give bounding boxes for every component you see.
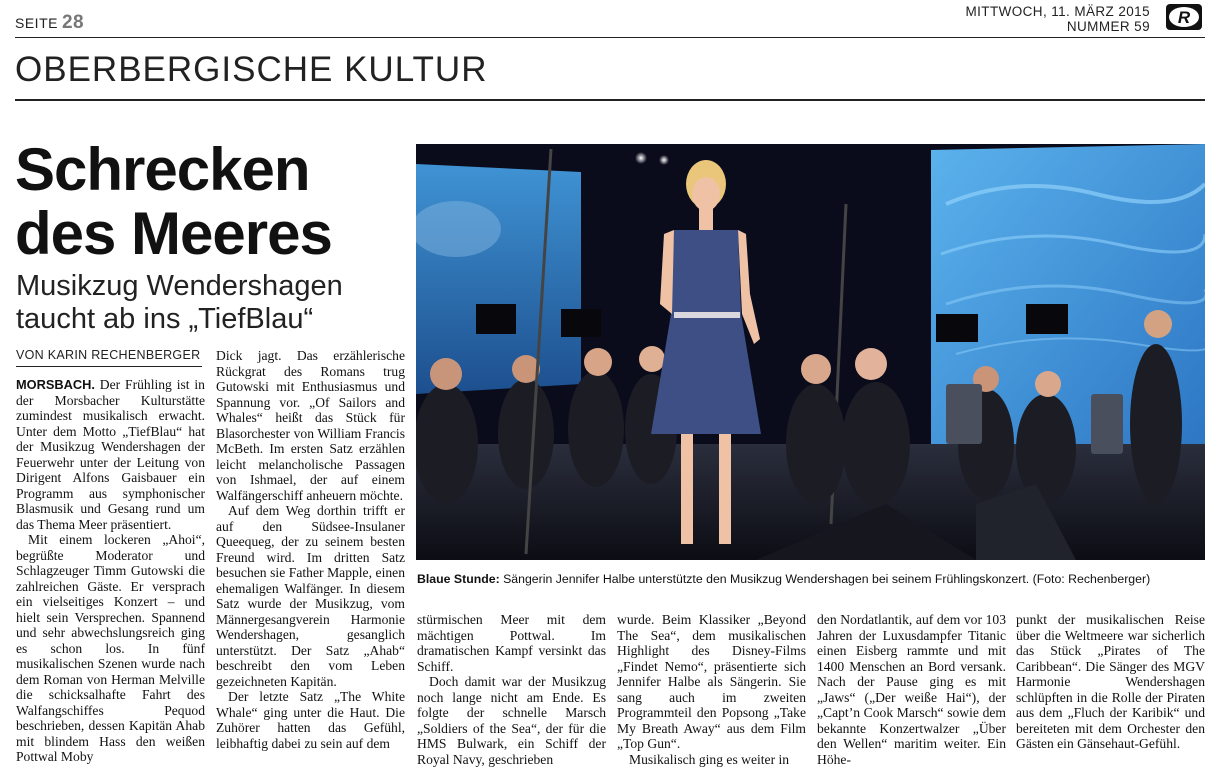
article-subheadline bbox=[16, 270, 406, 336]
section-title: OBERBERGISCHE KULTUR bbox=[15, 50, 488, 89]
article-column-3 bbox=[417, 612, 606, 772]
stage-light bbox=[659, 155, 669, 165]
header-rule bbox=[15, 37, 1205, 38]
article-headline bbox=[15, 138, 405, 266]
dateline: MORSBACH. bbox=[16, 377, 95, 392]
paragraph: Dick jagt. Das erzählerische Rückgrat des Romans trug Gutowski mit Enthusiasmus und Spannung vor. „Of Sailors and Whales“ heißt das Stück für Blasorchester von William Francis McBeth. Im ersten Satz erzählen leicht melancholische Passagen von Ishmael, der auf einem Walfängerschiff anheuern möchte. bbox=[216, 348, 405, 503]
paragraph-text: Der Frühling ist in der Morsbacher Kulturstätte zumindest musikalisch erwacht. Unter dem Motto „TiefBlau“ hat der Musikzug Wendershagen der Feuerwehr unter der Leitung von Dirigent Alfons Gaisbauer ein Programm aus symphonischer Blasmusik und Gesang rund um das Thema Meer präsentiert. bbox=[16, 377, 205, 532]
paragraph: Der letzte Satz „The White Whale“ ging unter die Haut. Die Zuhörer hatten das Gefühl, leibhaftig dabei zu sein auf dem bbox=[216, 689, 405, 751]
article-column-5 bbox=[817, 612, 1006, 772]
byline: VON KARIN RECHENBERGER bbox=[16, 348, 201, 362]
article-column-6 bbox=[1016, 612, 1205, 772]
section-rule bbox=[15, 99, 1205, 101]
issue-info bbox=[966, 4, 1150, 34]
paragraph: Musikalisch ging es weiter in bbox=[629, 751, 790, 767]
issue-number: NUMMER 59 bbox=[1066, 19, 1150, 34]
article-column-1 bbox=[16, 377, 205, 772]
article-column-2 bbox=[216, 348, 405, 772]
paragraph: Mit einem lockeren „Ahoi“, begrüßte Moderator und Schlagzeuger Timm Gutowski die zahlreichen Gäste. Er versprach ein vielseitiges Konzert – und hielt sein Versprechen. Spannend und sehr abwechslungsreich ging es schon los. In fünf musikalischen Szenen wurde nach dem Roman von Herman Melville die schicksalhafte Fahrt des Walfangschiffes Pequod beschrieben, dessen Kapitän Ahab mit blindem Hass den weißen Pottwal Moby bbox=[16, 532, 205, 764]
logo-letter: R bbox=[1177, 8, 1191, 27]
caption-text: Sängerin Jennifer Halbe unterstützte den Musikzug Wendershagen bei seinem Frühlingskonzert. (Foto: Rechenberger) bbox=[499, 572, 1151, 586]
concert-photo bbox=[416, 144, 1205, 560]
paragraph: Auf dem Weg dorthin trifft er auf den Südsee-Insulaner Queequeg, der zu seinem besten Freund wird. Im dritten Satz besuchen sie Father Mapple, einen ehemaligen Walfänger. In diesem Satz wurde der Musikzug, vom Männergesangverein Harmonie Wendershagen, gesanglich unterstützt. Der Satz „Ahab“ beschreibt den vom Leben gezeichneten Kapitän. bbox=[216, 503, 405, 689]
byline-rule bbox=[16, 366, 202, 367]
issue-date: MITTWOCH, 11. MÄRZ 2015 bbox=[965, 4, 1150, 19]
newspaper-logo bbox=[1166, 4, 1202, 30]
stage-light bbox=[635, 152, 647, 164]
headline-line-1: Schrecken bbox=[15, 136, 310, 203]
paragraph: Doch damit war der Musikzug noch lange nicht am Ende. Es folgte der schnelle Marsch „Soldiers of the Sea“, der für die HMS Bulwark, ein Schiff der Royal Navy, geschrieben bbox=[417, 674, 606, 767]
paragraph bbox=[16, 377, 205, 532]
article-column-4 bbox=[617, 612, 806, 772]
paragraph: stürmischen Meer mit dem mächtigen Pottwal. Im dramatischen Kampf versinkt das Schiff. bbox=[417, 612, 606, 674]
paragraph: punkt der musikalischen Reise über die Weltmeere war sicherlich das Stück „Pirates of The Caribbean“. Die Sänger des MGV Harmonie Wendershagen schlüpften in die Rolle der Piraten aus dem „Fluch der Karibik“ und bereiteten mit dem Orchester den Gästen ein Gänsehaut-Gefühl. bbox=[1016, 612, 1205, 751]
subhead-line-2: taucht ab ins „TiefBlau“ bbox=[16, 303, 314, 335]
caption-lead: Blaue Stunde: bbox=[417, 572, 500, 586]
headline-line-2: des Meeres bbox=[15, 200, 332, 267]
paragraph: wurde. Beim Klassiker „Beyond The Sea“, dem musikalischen Highlight des Disney-Films „Findet Nemo“, präsentierte sich Jennifer Halbe als Sängerin. Sie sang auch im zweiten Programmteil den Popsong „Take My Breath Away“ aus dem Film „Top Gun“. bbox=[617, 612, 806, 751]
page-number: 28 bbox=[61, 12, 85, 33]
photo-caption bbox=[417, 572, 1207, 586]
paragraph: den Nordatlantik, auf dem vor 103 Jahren der Luxusdampfer Titanic einen Eisberg rammte und mit 1400 Menschen an Bord versank. Nach der Pause ging es mit „Jaws“ („Der weiße Hai“), der „Capt’n Cook Marsch“ sowie dem bekannte Konzertwalzer „Über den Wellen“ maritim weiter. Ein Höhe- bbox=[817, 612, 1006, 767]
page-number-label bbox=[15, 12, 84, 34]
page-label: SEITE bbox=[15, 15, 58, 31]
subhead-line-1: Musikzug Wendershagen bbox=[16, 270, 343, 302]
